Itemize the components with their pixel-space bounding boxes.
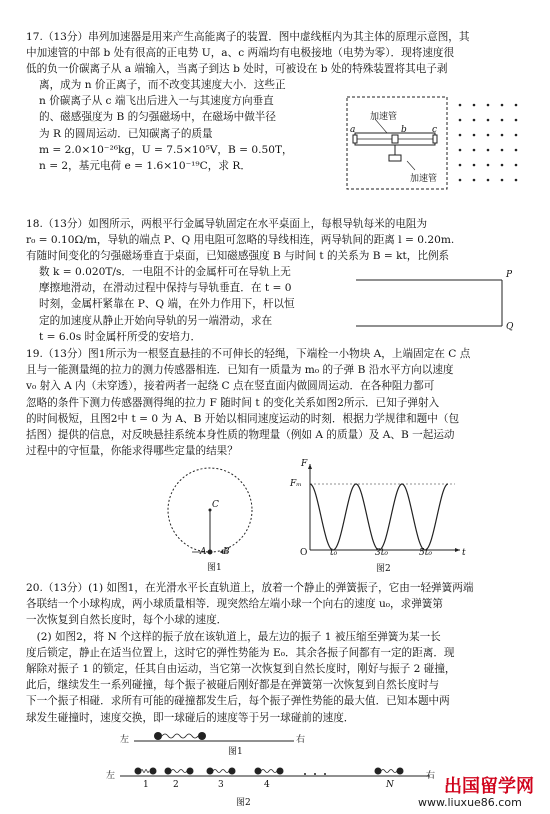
q20-oscillator-4 xyxy=(255,768,284,775)
q20-fig2-track xyxy=(120,764,430,780)
q17-label-tube-top: 加速管 xyxy=(370,112,398,122)
field-dot xyxy=(501,179,504,182)
watermark-text: 出国留学网 xyxy=(444,776,534,797)
q18-line: 18.（13分）如图所示，两根平行金属导轨固定在水平桌面上，每根导轨每米的电阻为 xyxy=(26,218,428,230)
q17-line: 为 R 的圆周运动．已知碳离子的质量 xyxy=(39,127,213,140)
q19-line: v₀ 射入 A 内（未穿透），接着两者一起绕 C 点在竖直面内做圆周运动．在各种阻力都可 xyxy=(26,380,435,393)
q19-fig2-label-f: F xyxy=(301,459,308,469)
q19-fig2-label-t0: t₀ xyxy=(330,548,338,558)
q20-fig2-n2: 2 xyxy=(173,780,179,790)
field-dot xyxy=(487,164,490,167)
field-dot xyxy=(515,119,518,122)
q19-fig1-label-b: B xyxy=(223,547,230,557)
field-dot xyxy=(473,164,476,167)
q19-fig2-label-t: t xyxy=(462,548,466,558)
q17-line: 低的负一价碳离子从 a 端输入，当离子到达 b 处时，可被设在 b 处的特殊装置将其电子剥 xyxy=(26,63,448,76)
field-dot xyxy=(515,104,518,107)
q18-label-p: P xyxy=(506,270,513,280)
q18-line: 摩擦地滑动，在滑动过程中保持与导轨垂直．在 t = 0 xyxy=(39,282,292,295)
field-dot xyxy=(459,119,462,122)
q20-oscillator-n xyxy=(375,768,404,775)
q19-fig1-label-c: C xyxy=(212,500,219,510)
field-dot xyxy=(459,164,462,167)
q20-dots xyxy=(304,773,326,775)
field-dot xyxy=(487,179,490,182)
field-dot xyxy=(473,134,476,137)
field-dot xyxy=(487,119,490,122)
q17-line: 离，成为 n 价正离子，而不改变其速度大小．这些正 xyxy=(39,79,286,91)
field-dot xyxy=(501,134,504,137)
q19-fig1-label-a: A xyxy=(200,547,207,557)
q17-line: n = 2，基元电荷 e = 1.6×10⁻¹⁹C，求 R． xyxy=(39,160,251,173)
q20-line: 20.（13分）(1) 如图1，在光滑水平长直轨道上，放着一个静止的弹簧振子，它由一轻弹簧两端 xyxy=(26,582,474,594)
q19-text xyxy=(26,346,526,459)
q20-fig2-left: 左 xyxy=(106,771,116,781)
q20-oscillator-1 xyxy=(135,768,157,775)
q20-line: 一次恢复到自然长度时，每个小球的速度． xyxy=(26,614,228,627)
q19-force-curve xyxy=(310,484,448,550)
q17-label-c: c xyxy=(432,125,438,135)
q20-fig1-caption: 图1 xyxy=(228,747,243,757)
q18-line: 时刻，金属杆紧靠在 P、Q 端，在外力作用下，杆以恒 xyxy=(39,298,295,311)
q19-line: 括图）提供的信息，对反映悬挂系统本身性质的物理量（例如 A 的质量）及 A、B 一起运动 xyxy=(26,429,455,442)
q17-line: 的、磁感强度为 B 的匀强磁场中，在磁场中做半径 xyxy=(39,111,276,124)
field-dot xyxy=(487,149,490,152)
q18-label-q: Q xyxy=(506,322,514,332)
field-dot xyxy=(459,104,462,107)
q19-line: 忽略的条件下测力传感器测得绳的拉力 F 随时间 t 的变化关系如图2所示．已知子弹射入 xyxy=(26,396,440,409)
field-dot xyxy=(487,104,490,107)
field-dot xyxy=(501,164,504,167)
field-dot xyxy=(501,149,504,152)
magnetic-field-dots xyxy=(459,104,518,182)
q19-fig1-caption: 图1 xyxy=(207,563,222,573)
q19-fig2-label-3t0: 3t₀ xyxy=(375,548,388,558)
q17-line: m = 2.0×10⁻²⁶kg，U = 7.5×10⁵V，B = 0.50T， xyxy=(39,143,293,156)
q17-line: 中加速管的中部 b 处有很高的正电势 U，a、c 两端均有电极接地（电势为零）．现将速度很 xyxy=(26,47,455,60)
q19-fig2-caption: 图2 xyxy=(376,564,391,574)
q18-line: t = 6.0s 时金属杆所受的安培力． xyxy=(39,330,202,343)
q18-text-full xyxy=(26,216,526,265)
watermark-url: www.liuxue86.com xyxy=(418,796,522,809)
q20-line: (2) 如图2，将 N 个这样的振子放在该轨道上，最左边的振子 1 被压缩至弹簧为某一长 xyxy=(26,630,441,643)
q19-fig2-label-5t0: 5t₀ xyxy=(419,548,432,558)
q20-fig1-track xyxy=(134,730,294,744)
q17-line: n 价碳离子从 c 端飞出后进入一与其速度方向垂直 xyxy=(39,95,274,108)
field-dot xyxy=(459,179,462,182)
field-dot xyxy=(473,179,476,182)
q20-line: 度后锁定，静止在适当位置上，这时它的弹性势能为 E₀．其余各振子间都有一定的距离．现 xyxy=(26,646,455,659)
q18-text-side xyxy=(39,264,339,345)
field-dot xyxy=(473,119,476,122)
field-dot xyxy=(459,134,462,137)
q18-line: 有随时间变化的匀强磁场垂直于桌面，已知磁感强度 B 与时间 t 的关系为 B = kt，比例系 xyxy=(26,250,450,263)
q20-oscillator-2 xyxy=(165,768,194,775)
field-dot xyxy=(473,149,476,152)
field-dot xyxy=(515,149,518,152)
q19-line: 的时间极短，且图2中 t = 0 为 A、B 开始以相同速度运动的时刻．根据力学规律和题中（包 xyxy=(26,412,460,425)
q18-line: 定的加速度从静止开始向导轨的另一端滑动，求在 xyxy=(39,314,273,327)
q17-label-a: a xyxy=(350,125,356,135)
q20-fig2-right: 右 xyxy=(426,771,436,781)
q20-fig2-n1: 1 xyxy=(143,780,149,790)
field-dot xyxy=(515,164,518,167)
q20-oscillator-3 xyxy=(207,768,236,775)
q20-fig1-right: 右 xyxy=(296,735,306,745)
field-dot xyxy=(515,134,518,137)
field-dot xyxy=(501,119,504,122)
q20-line: 下一个振子相碰．求所有可能的碰撞都发生后，每个振子弹性势能的最大值．已知本题中两 xyxy=(26,695,450,708)
q17-line: 17.（13分）串列加速器是用来产生高能离子的装置．图中虚线框内为其主体的原理示意图，其 xyxy=(26,31,470,43)
q20-text xyxy=(26,580,526,726)
q17-label-tube-bottom: 加速管 xyxy=(410,174,438,184)
q20-line: 解除对振子 1 的锁定，任其自由运动，当它第一次恢复到自然长度时，刚好与振子 2 碰撞， xyxy=(26,663,456,676)
q20-fig2-nn: N xyxy=(386,780,394,790)
q18-line: 数 k = 0.020T/s．一电阻不计的金属杆可在导轨上无 xyxy=(39,266,291,278)
field-dot xyxy=(515,179,518,182)
q20-fig2-caption: 图2 xyxy=(236,798,251,808)
q18-rails-figure xyxy=(356,276,516,336)
q20-line: 此后，继续发生一系列碰撞，每个振子被碰后刚好都是在弹簧第一次恢复到自然长度时与 xyxy=(26,679,440,692)
q20-fig2-n3: 3 xyxy=(218,780,224,790)
q17-label-b: b xyxy=(401,125,407,135)
q19-line: 19.（13分）图1所示为一根竖直悬挂的不可伸长的轻绳，下端栓一小物块 A，上端固定在 C 点 xyxy=(26,348,471,360)
q20-line: 球发生碰撞时，速度交换，即一球碰后的速度等于另一球碰前的速度． xyxy=(26,711,355,724)
q19-fig2-label-fm: Fₘ xyxy=(290,479,302,489)
q20-fig2-n4: 4 xyxy=(264,780,270,790)
q17-text-full xyxy=(26,29,526,78)
q20-line: 各联结一个小球构成，两小球质量相等．现突然给左端小球一个向右的速度 u₀，求弹簧第 xyxy=(26,598,443,611)
q19-line: 且与一能测量绳的拉力的测力传感器相连．已知有一质量为 m₀ 的子弹 B 沿水平方向以速度 xyxy=(26,364,454,377)
field-dot xyxy=(473,104,476,107)
q19-fig2-graph xyxy=(300,462,470,562)
q18-line: r₀ = 0.10Ω/m，导轨的端点 P、Q 用电阻可忽略的导线相连，两导轨间的距离 l = 0.20m. xyxy=(26,234,455,247)
field-dot xyxy=(501,104,504,107)
q20-fig1-left: 左 xyxy=(120,735,130,745)
field-dot xyxy=(459,149,462,152)
q19-line: 过程中的守恒量，你能求得哪些定量的结果？ xyxy=(26,445,238,458)
field-dot xyxy=(487,134,490,137)
q19-fig2-label-o: O xyxy=(300,548,308,558)
q17-text-side xyxy=(39,77,339,174)
